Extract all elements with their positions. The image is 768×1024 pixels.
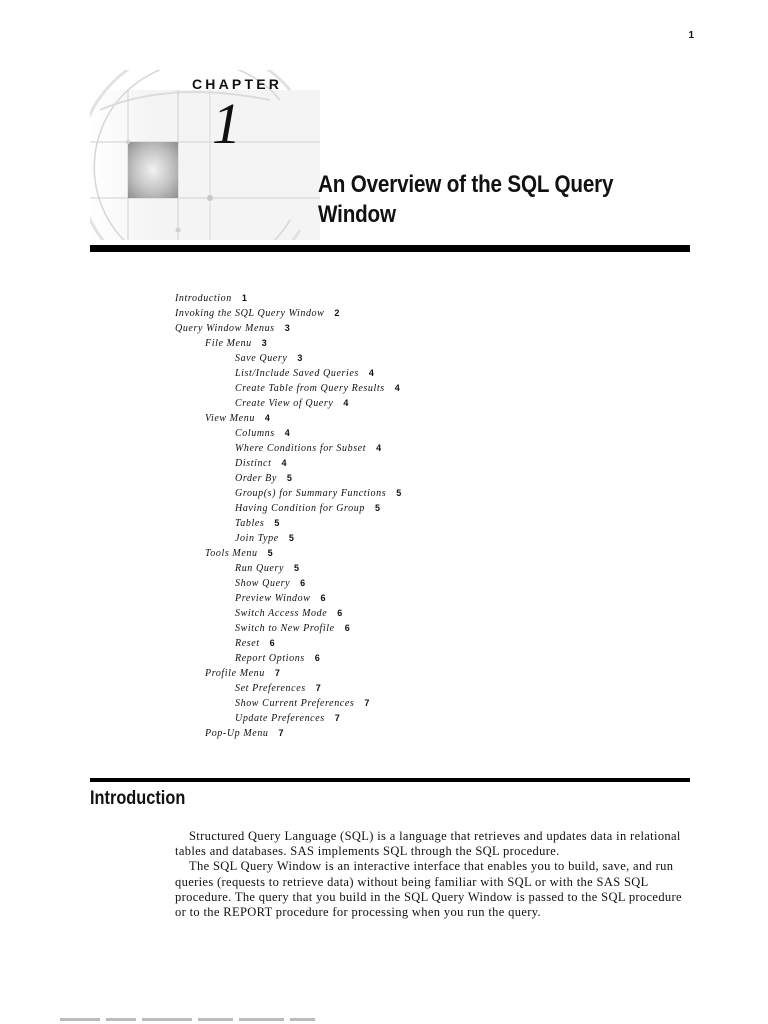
toc-entry-title: Pop-Up Menu — [205, 728, 269, 739]
toc-entry-page: 4 — [368, 368, 374, 378]
toc-entry-page: 4 — [394, 383, 400, 393]
paragraph: The SQL Query Window is an interactive interface that enables you to build, save, and run queries (requests to retrieve data) without being familiar with SQL or with the SAS SQL procedure. The query that you build in the SQL Query Window is passed to the SQL procedure or to the REPORT procedure for processing when you run the query. — [175, 859, 682, 920]
toc-entry-title: Query Window Menus — [175, 323, 275, 334]
toc-entry-page: 5 — [374, 503, 380, 513]
toc-entry-page: 6 — [337, 608, 343, 618]
toc-entry-title: Report Options — [235, 653, 305, 664]
toc-entry-page: 5 — [294, 563, 300, 573]
toc-entry-title: Tables — [235, 518, 265, 529]
page-number: 1 — [688, 30, 694, 41]
section-rule — [90, 778, 690, 782]
toc-entry-page: 3 — [261, 338, 267, 348]
chapter-rule — [90, 245, 690, 252]
toc-entry-title: Create Table from Query Results — [235, 383, 385, 394]
toc-entry-title: Show Query — [235, 578, 291, 589]
toc-entry[interactable] — [175, 621, 675, 636]
toc-entry[interactable] — [175, 561, 675, 576]
toc-entry[interactable] — [175, 636, 675, 651]
toc-entry-title: File Menu — [205, 338, 252, 349]
section-heading-introduction: Introduction — [90, 788, 186, 809]
toc-entry-page: 4 — [281, 458, 287, 468]
toc-entry-page: 2 — [334, 308, 340, 318]
toc-entry[interactable] — [175, 516, 675, 531]
toc-entry-page: 4 — [343, 398, 349, 408]
toc-entry-page: 6 — [300, 578, 306, 588]
toc-entry-title: List/Include Saved Queries — [235, 368, 359, 379]
toc-entry[interactable] — [175, 681, 675, 696]
toc-entry-page: 7 — [315, 683, 321, 693]
toc-entry-title: Run Query — [235, 563, 284, 574]
toc-entry-title: Switch Access Mode — [235, 608, 328, 619]
toc-entry-title: Tools Menu — [205, 548, 258, 559]
toc-entry-page: 6 — [344, 623, 350, 633]
toc-entry[interactable] — [175, 336, 675, 351]
toc-entry[interactable] — [175, 426, 675, 441]
chapter-title — [318, 170, 645, 230]
toc-entry-title: Preview Window — [235, 593, 311, 604]
toc-entry-title: Reset — [235, 638, 260, 649]
toc-entry-page: 6 — [269, 638, 275, 648]
chapter-label: CHAPTER — [192, 76, 283, 92]
toc-entry-title: Distinct — [235, 458, 272, 469]
toc-entry[interactable] — [175, 531, 675, 546]
toc-entry-title: Create View of Query — [235, 398, 334, 409]
introduction-body — [175, 829, 695, 920]
toc-entry-title: Where Conditions for Subset — [235, 443, 367, 454]
toc-entry-page: 4 — [376, 443, 382, 453]
table-of-contents — [175, 291, 675, 741]
toc-entry[interactable] — [175, 471, 675, 486]
chapter-title-line-1: An Overview of the SQL Query — [318, 171, 614, 198]
toc-entry-title: Update Preferences — [235, 713, 325, 724]
toc-entry[interactable] — [175, 501, 675, 516]
toc-entry-title: Columns — [235, 428, 275, 439]
chapter-number: 1 — [212, 91, 241, 156]
toc-entry-title: Show Current Preferences — [235, 698, 355, 709]
toc-entry[interactable] — [175, 726, 675, 741]
toc-entry-page: 5 — [396, 488, 402, 498]
toc-entry-title: Group(s) for Summary Functions — [235, 488, 387, 499]
toc-entry-page: 5 — [267, 548, 273, 558]
toc-entry-title: Introduction — [175, 293, 232, 304]
paragraph: Structured Query Language (SQL) is a language that retrieves and updates data in relational tables and databases. SAS implements SQL through the SQL procedure. — [175, 829, 681, 859]
toc-entry-page: 6 — [314, 653, 320, 663]
toc-entry-title: Order By — [235, 473, 277, 484]
toc-entry[interactable] — [175, 306, 675, 321]
toc-entry[interactable] — [175, 366, 675, 381]
toc-entry-page: 7 — [334, 713, 340, 723]
chapter-decoration-graphic — [90, 70, 320, 240]
toc-entry-page: 7 — [278, 728, 284, 738]
toc-entry[interactable] — [175, 711, 675, 726]
toc-entry-title: Having Condition for Group — [235, 503, 365, 514]
toc-entry-page: 4 — [264, 413, 270, 423]
toc-entry-page: 5 — [286, 473, 292, 483]
toc-entry[interactable] — [175, 696, 675, 711]
footer-fragment — [60, 1018, 360, 1024]
toc-entry-page: 4 — [284, 428, 290, 438]
toc-entry-title: Invoking the SQL Query Window — [175, 308, 325, 319]
toc-entry-title: View Menu — [205, 413, 255, 424]
toc-entry[interactable] — [175, 606, 675, 621]
toc-entry-page: 3 — [284, 323, 290, 333]
toc-entry-title: Set Preferences — [235, 683, 306, 694]
chapter-title-line-2: Window — [318, 201, 396, 228]
toc-entry[interactable] — [175, 651, 675, 666]
toc-entry-title: Save Query — [235, 353, 288, 364]
toc-entry-page: 3 — [297, 353, 303, 363]
toc-entry-title: Switch to New Profile — [235, 623, 335, 634]
toc-entry[interactable] — [175, 291, 675, 306]
toc-entry[interactable] — [175, 321, 675, 336]
toc-entry-page: 7 — [364, 698, 370, 708]
toc-entry-page: 7 — [274, 668, 280, 678]
toc-entry[interactable] — [175, 456, 675, 471]
toc-entry-page: 6 — [320, 593, 326, 603]
toc-entry-title: Profile Menu — [205, 668, 265, 679]
toc-entry[interactable] — [175, 351, 675, 366]
toc-entry[interactable] — [175, 381, 675, 396]
toc-entry[interactable] — [175, 546, 675, 561]
toc-entry[interactable] — [175, 411, 675, 426]
toc-entry-title: Join Type — [235, 533, 279, 544]
toc-entry[interactable] — [175, 666, 675, 681]
toc-entry-page: 1 — [241, 293, 247, 303]
toc-entry-page: 5 — [288, 533, 294, 543]
toc-entry[interactable] — [175, 591, 675, 606]
toc-entry[interactable] — [175, 576, 675, 591]
toc-entry[interactable] — [175, 396, 675, 411]
toc-entry[interactable] — [175, 441, 675, 456]
toc-entry[interactable] — [175, 486, 675, 501]
toc-entry-page: 5 — [274, 518, 280, 528]
